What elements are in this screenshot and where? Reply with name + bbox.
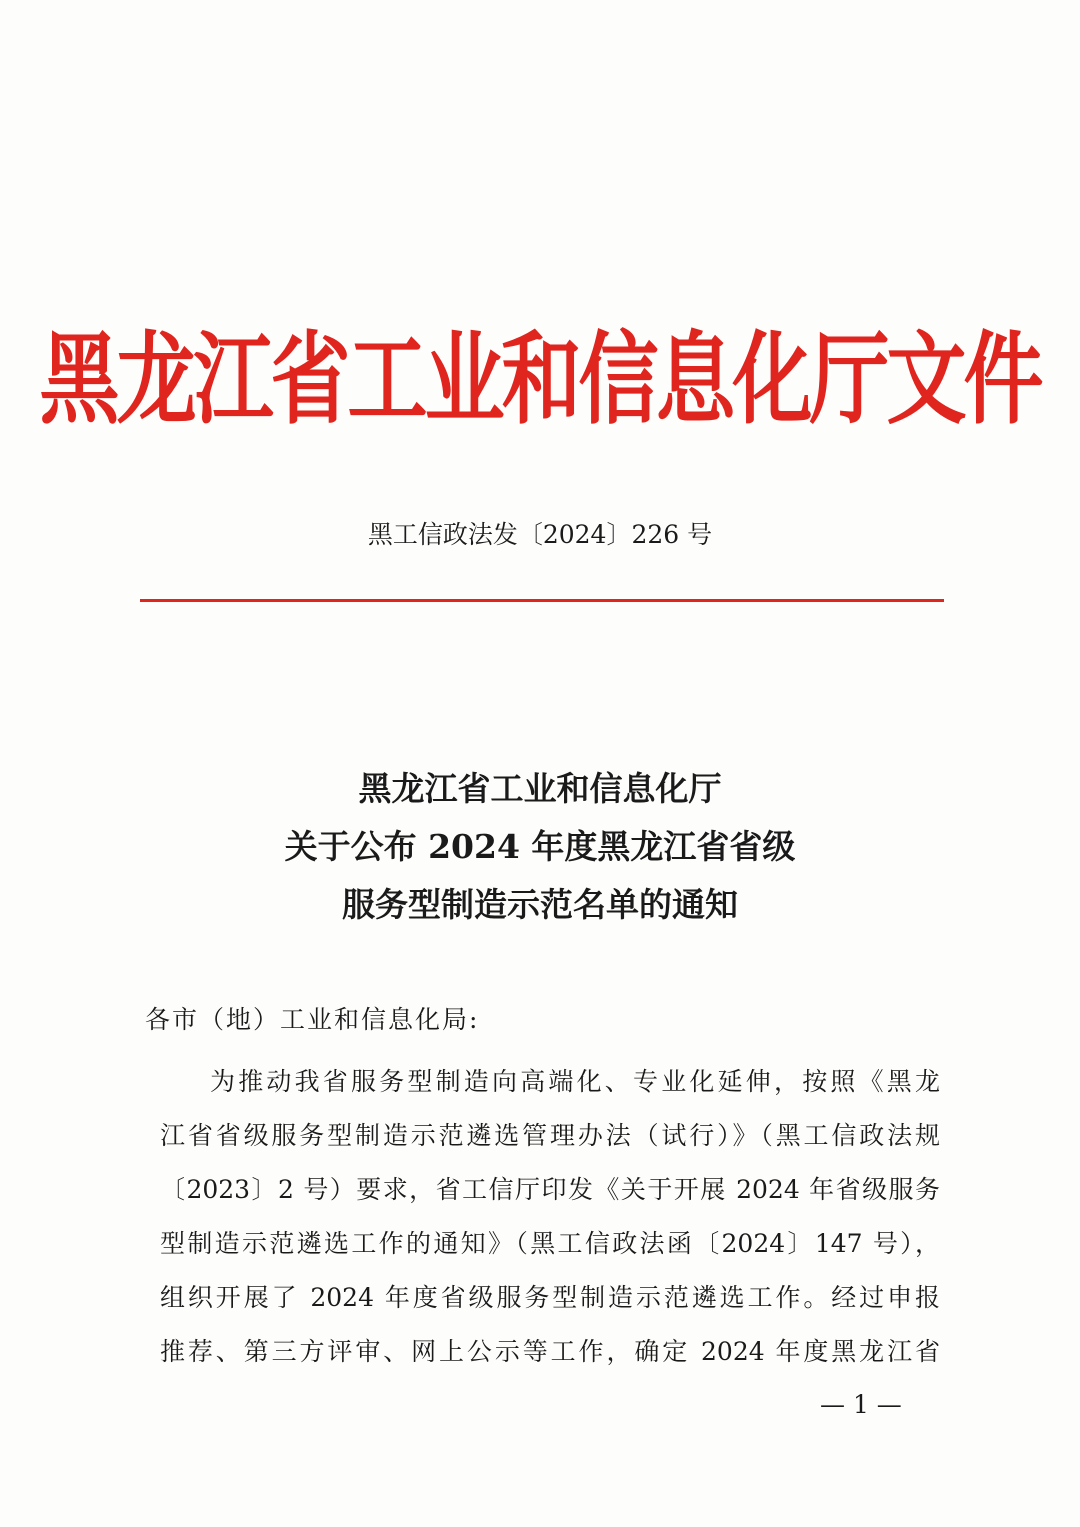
body-line-6: 推荐、第三方评审、网上公示等工作，确定 2024 年度黑龙江省 bbox=[160, 1337, 940, 1366]
body-line-2: 江省省级服务型制造示范遴选管理办法（试行）》（黑工信政法规 bbox=[160, 1121, 940, 1150]
body-paragraph bbox=[160, 1055, 940, 1379]
title-line-1: 黑龙江省工业和信息化厅 bbox=[358, 769, 722, 808]
notice-title bbox=[0, 760, 1080, 934]
document-number: 黑工信政法发〔2024〕226 号 bbox=[367, 520, 713, 549]
title-line-3: 服务型制造示范名单的通知 bbox=[342, 885, 738, 924]
salutation: 各市（地）工业和信息化局: bbox=[145, 1005, 480, 1034]
title-line-2: 关于公布 2024 年度黑龙江省省级 bbox=[284, 827, 796, 866]
page-number: — 1 — bbox=[820, 1390, 902, 1419]
red-separator-line bbox=[140, 599, 944, 602]
document-masthead: 黑龙江省工业和信息化厅文件 bbox=[39, 321, 1041, 438]
body-line-5: 组织开展了 2024 年度省级服务型制造示范遴选工作。经过申报 bbox=[160, 1283, 940, 1312]
body-line-3: 〔2023〕2 号）要求，省工信厅印发《关于开展 2024 年省级服务 bbox=[160, 1175, 940, 1204]
body-line-1: 为推动我省服务型制造向高端化、专业化延伸，按照《黑龙 bbox=[210, 1067, 940, 1096]
body-line-4: 型制造示范遴选工作的通知》（黑工信政法函〔2024〕147 号）， bbox=[160, 1229, 940, 1258]
